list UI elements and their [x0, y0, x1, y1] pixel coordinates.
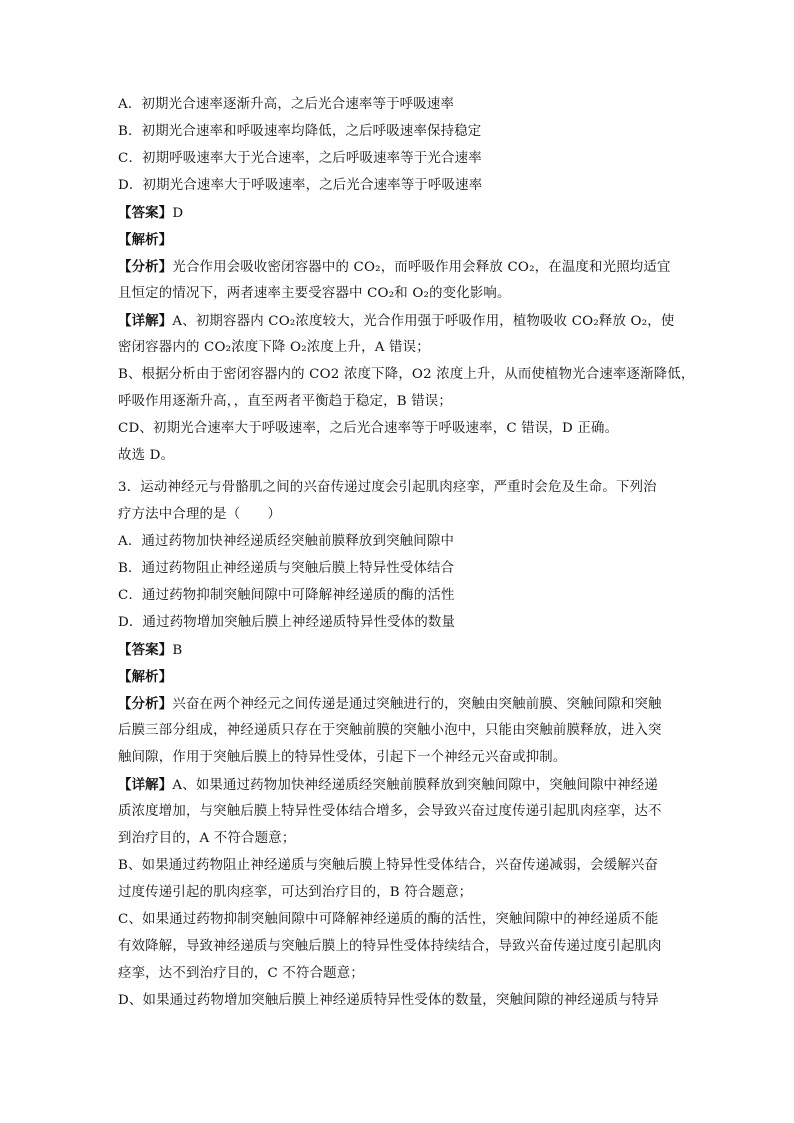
q3-option-d: D．通过药物增加突触后膜上神经递质特异性受体的数量 — [118, 615, 456, 630]
q2-xiangjie-text-1: A、初期容器内 CO₂浓度较大，光合作用强于呼吸作用，植物吸收 CO₂释放 O₂，使 — [172, 314, 675, 329]
q3-xiangjie-line-2: 质浓度增加，与突触后膜上特异性受体结合增多，会导致兴奋过度传递引起肌肉痉挛，达不 — [118, 804, 662, 819]
q2-answer-label: 【答案】 — [118, 205, 173, 221]
q3-xiangjie-line-8: 痉挛，达不到治疗目的，C 不符合题意； — [118, 966, 364, 981]
q2-option-b: B．初期光合速率和呼吸速率均降低，之后呼吸速率保持稳定 — [118, 124, 482, 139]
q3-answer-label: 【答案】 — [118, 642, 173, 658]
q3-fenxi-line-1 — [118, 694, 678, 715]
q2-xiangjie-line-2: 密闭容器内的 CO₂浓度下降 O₂浓度上升，A 错误； — [118, 340, 430, 355]
q3-stem-line-1: 3．运动神经元与骨骼肌之间的兴奋传递过度会引起肌肉痉挛，严重时会危及生命。下列治 — [118, 480, 657, 495]
q3-analysis-heading — [118, 667, 678, 688]
q3-option-b: B．通过药物阻止神经递质与突触后膜上特异性受体结合 — [118, 561, 455, 576]
q2-fenxi-text-1: 光合作用会吸收密闭容器中的 CO₂，而呼吸作用会释放 CO₂，在温度和光照均适宜 — [172, 260, 671, 275]
q3-xiangjie-line-7: 有效降解，导致神经递质与突触后膜上的特异性受体持续结合，导致兴奋传递过度引起肌肉 — [118, 939, 662, 954]
q2-xiangjie-line-6: 故选 D。 — [118, 448, 175, 463]
q2-option-a: A．初期光合速率逐渐升高，之后光合速率等于呼吸速率 — [118, 97, 455, 112]
q3-xiangjie-line-5: 过度传递引起的肌肉痉挛，可达到治疗目的，B 符合题意； — [118, 885, 473, 900]
q3-xiangjie-line-4: B、如果通过药物阻止神经递质与突触后膜上特异性受体结合，兴奋传递减弱，会缓解兴奋 — [118, 858, 659, 873]
q2-fenxi-label: 【分析】 — [118, 259, 173, 275]
q3-option-a: A．通过药物加快神经递质经突触前膜释放到突触间隙中 — [118, 534, 455, 549]
q3-fenxi-text-1: 兴奋在两个神经元之间传递是通过突触进行的，突触由突触前膜、突触间隙和突触 — [172, 697, 662, 712]
q2-xiangjie-label: 【详解】 — [118, 313, 173, 329]
q2-xiangjie-line-4: 呼吸作用逐渐升高，，直至两者平衡趋于稳定，B 错误； — [118, 394, 452, 409]
q2-analysis-label: 【解析】 — [118, 232, 173, 248]
q3-answer-value: B — [172, 643, 183, 658]
q2-option-c: C．初期呼吸速率大于光合速率，之后呼吸速率等于光合速率 — [118, 151, 482, 166]
q2-answer-value: D — [172, 206, 184, 221]
q3-analysis-label: 【解析】 — [118, 669, 173, 685]
q3-xiangjie-line-6: C、如果通过药物抑制突触间隙中可降解神经递质的酶的活性，突触间隙中的神经递质不能 — [118, 912, 659, 927]
q2-fenxi-line-1 — [118, 257, 678, 278]
q2-xiangjie-line-5: CD、初期光合速率大于呼吸速率，之后光合速率等于呼吸速率，C 错误，D 正确。 — [118, 421, 619, 436]
q3-fenxi-label: 【分析】 — [118, 696, 173, 712]
q2-option-d: D．初期光合速率大于呼吸速率，之后光合速率等于呼吸速率 — [118, 178, 483, 193]
q3-stem-line-2: 疗方法中合理的是（ ） — [118, 507, 282, 522]
q2-xiangjie-line-3: B、根据分析由于密闭容器内的 CO2 浓度下降，O2 浓度上升，从而使植物光合速率逐渐降低， — [118, 367, 695, 382]
q3-fenxi-line-3: 触间隙，作用于突触后膜上的特异性受体，引起下一个神经元兴奋或抑制。 — [118, 750, 567, 765]
q3-option-c: C．通过药物抑制突触间隙中可降解神经递质的酶的活性 — [118, 588, 455, 603]
q3-xiangjie-line-1 — [118, 775, 678, 796]
q2-xiangjie-line-1 — [118, 311, 678, 332]
q2-answer — [118, 203, 678, 224]
q3-xiangjie-line-9: D、如果通过药物增加突触后膜上神经递质特异性受体的数量，突触间隙的神经递质与特异 — [118, 993, 659, 1008]
q3-xiangjie-label: 【详解】 — [118, 777, 173, 793]
q3-fenxi-line-2: 后膜三部分组成，神经递质只存在于突触前膜的突触小泡中，只能由突触前膜释放，进入突 — [118, 723, 662, 738]
q2-fenxi-line-2: 且恒定的情况下，两者速率主要受容器中 CO₂和 O₂的变化影响。 — [118, 286, 511, 301]
q2-analysis-heading — [118, 230, 678, 251]
q3-xiangjie-line-3: 到治疗目的，A 不符合题意； — [118, 831, 296, 846]
q3-xiangjie-text-1: A、如果通过药物加快神经递质经突触前膜释放到突触间隙中，突触间隙中神经递 — [172, 778, 658, 793]
q3-answer — [118, 640, 678, 661]
